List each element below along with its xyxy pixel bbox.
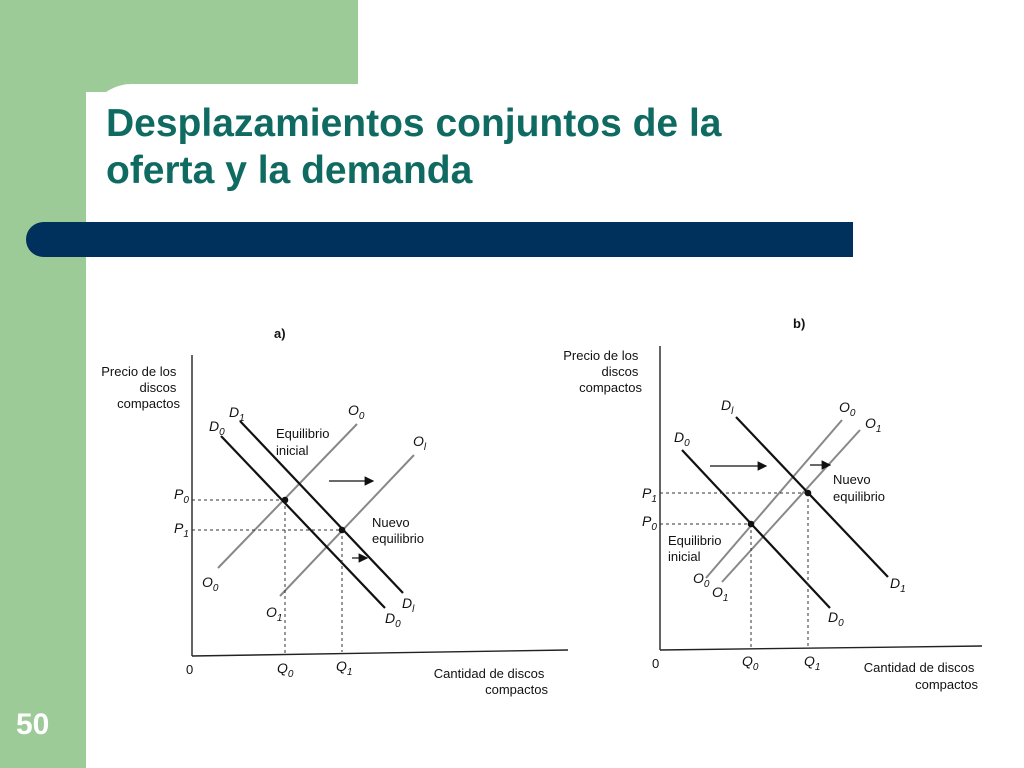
panel-b-y-axis-label: Precio de los discos compactos <box>563 348 642 395</box>
panel-a-price-p0: $P_0$ <box>174 486 189 506</box>
panel-b-label-d1-bottom: $D_1$ <box>890 575 906 595</box>
panel-a-y-axis-label: Precio de los discos compactos <box>101 364 180 411</box>
panel-a-x-axis-label: Cantidad de discos compactos <box>433 666 548 697</box>
panel-a-label-dl-bottom: $D_l$ <box>402 595 415 615</box>
panel-b-price-p1: $P_1$ <box>642 485 657 505</box>
panel-a-label-o0-top: $O_0$ <box>348 402 365 422</box>
panel-b-x-axis <box>660 646 982 650</box>
panel-b-x-axis-label: Cantidad de discos compactos <box>863 660 978 692</box>
panel-b-new-equilibrium-label: Nuevo equilibrio <box>833 472 886 504</box>
title-line-2: oferta y la demanda <box>106 149 473 192</box>
panel-b-new-equilibrium-point <box>805 490 812 497</box>
panel-b-label-o0-top: $O_0$ <box>839 399 856 419</box>
title-line-1: Desplazamientos conjuntos de la <box>106 102 722 145</box>
panel-a-quantity-q0: $Q_0$ <box>277 660 294 680</box>
panel-a-initial-equilibrium-label: Equilibrio inicial <box>276 426 330 458</box>
panel-b-label-d0-top: $D_0$ <box>674 429 690 449</box>
panel-a-demand-dl <box>240 421 403 593</box>
panel-b-tag: b) <box>793 316 806 331</box>
panel-a-guides <box>192 500 342 655</box>
panel-a-label-o1-bottom: $O_1$ <box>266 604 283 624</box>
panel-b-label-d0-bottom: $D_0$ <box>828 609 844 629</box>
panel-a-label-d0-top: $D_0$ <box>209 418 225 438</box>
panel-a-label-d1-top: $D_1$ <box>229 404 245 424</box>
panel-a-new-equilibrium-point <box>339 527 346 534</box>
panel-b <box>563 316 982 692</box>
panel-b-supply-o1 <box>722 430 860 582</box>
page-number: 50 <box>16 708 50 741</box>
panel-b-quantity-q0: $Q_0$ <box>742 653 759 673</box>
panel-b-label-o1-bottom: $O_1$ <box>712 584 729 604</box>
panel-b-price-p0: $P_0$ <box>642 513 657 533</box>
panel-b-initial-equilibrium-point <box>748 521 755 528</box>
panel-b-label-o0-bottom: $O_0$ <box>693 570 710 590</box>
panel-b-origin: 0 <box>652 656 660 671</box>
panel-a-tag: a) <box>274 326 286 341</box>
panel-a-x-axis <box>192 650 568 656</box>
panel-a-initial-equilibrium-point <box>282 497 289 504</box>
panel-b-label-dl-top: $D_l$ <box>721 397 734 417</box>
panel-a <box>101 326 568 697</box>
panel-a-label-d0-bottom: $D_0$ <box>385 610 401 630</box>
panel-a-label-o0-bottom: $O_0$ <box>202 574 219 594</box>
panel-a-new-equilibrium-label: Nuevo equilibrio <box>372 515 425 546</box>
panel-a-price-p1: $P_1$ <box>174 520 189 540</box>
panel-a-label-ol-top: $O_l$ <box>413 433 427 453</box>
panel-a-demand-d0 <box>221 436 385 608</box>
panel-b-guides <box>660 493 808 649</box>
panel-b-initial-equilibrium-label: Equilibrio inicial <box>668 533 722 564</box>
panel-a-origin: 0 <box>186 662 194 677</box>
panel-b-label-o1-top: $O_1$ <box>865 415 882 435</box>
panel-b-quantity-q1: $Q_1$ <box>804 653 821 673</box>
panel-a-quantity-q1: $Q_1$ <box>336 658 353 678</box>
